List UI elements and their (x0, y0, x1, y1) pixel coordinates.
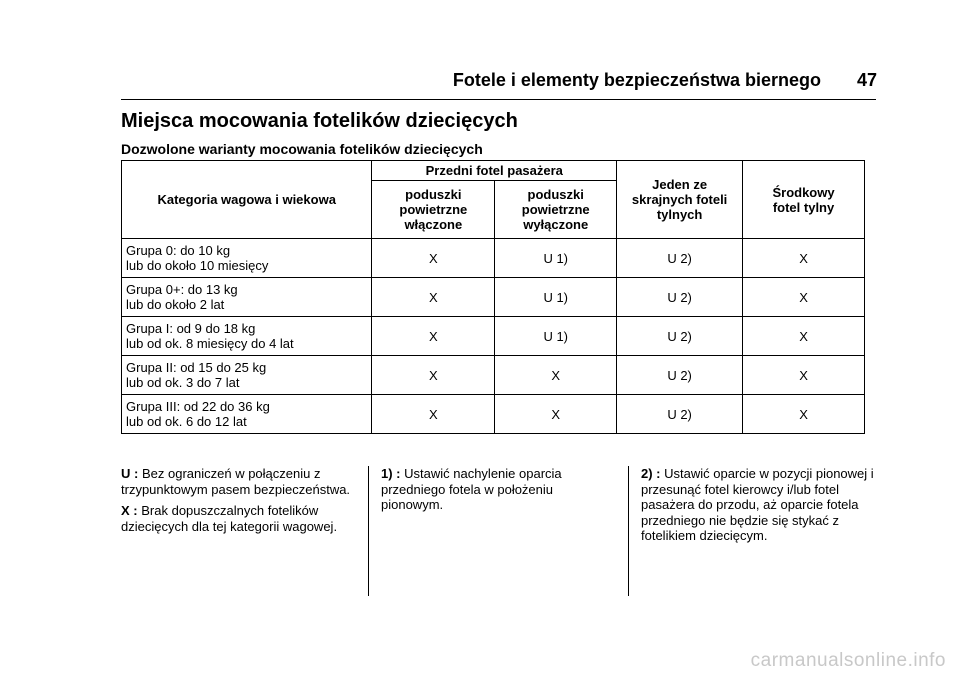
note-u-text: Bez ograniczeń w połączeniu z trzypunktowym pasem bezpieczeństwa. (121, 466, 351, 497)
header-rear-center: Środkowy fotel tylny (743, 161, 865, 239)
legend-notes (121, 466, 357, 540)
rear-center-cell: X (743, 278, 865, 317)
rear-center-cell: X (743, 395, 865, 434)
header-divider (121, 99, 876, 100)
table-row (122, 239, 865, 278)
column-divider (628, 466, 629, 596)
note-u-label: U : (121, 466, 139, 481)
page-heading: Miejsca mocowania fotelików dziecięcych (121, 110, 518, 132)
table-row (122, 395, 865, 434)
table-row (122, 317, 865, 356)
header-airbag-off: poduszki powietrzne wyłączone (495, 181, 617, 239)
category-cell: Grupa 0: do 10 kg lub do około 10 miesięcy (122, 239, 372, 278)
footnote-2-label: 2) : (641, 466, 661, 481)
footnote-1-label: 1) : (381, 466, 401, 481)
rear-center-cell: X (743, 356, 865, 395)
airbag-on-cell: X (372, 356, 495, 395)
category-cell: Grupa 0+: do 13 kg lub do około 2 lat (122, 278, 372, 317)
airbag-off-cell: U 1) (495, 278, 617, 317)
page-number: 47 (856, 70, 877, 90)
rear-outer-cell: U 2) (617, 356, 743, 395)
header-rear-outer: Jeden ze skrajnych foteli tylnych (617, 161, 743, 239)
note-u (121, 466, 357, 497)
category-cell: Grupa I: od 9 do 18 kg lub od ok. 8 miesięcy do 4 lat (122, 317, 372, 356)
rear-outer-cell: U 2) (617, 317, 743, 356)
footnote-2-text: Ustawić oparcie w pozycji pionowej i przesunąć fotel kierowcy i/lub fotel pasażera do przodu, aż oparcie fotela przedniego nie będzie się stykać z fotelikiem dziecięcym. (641, 466, 874, 543)
table-title: Dozwolone warianty mocowania fotelików dziecięcych (121, 141, 483, 157)
category-cell: Grupa II: od 15 do 25 kg lub od ok. 3 do 7 lat (122, 356, 372, 395)
rear-center-cell: X (743, 239, 865, 278)
airbag-on-cell: X (372, 278, 495, 317)
category-cell: Grupa III: od 22 do 36 kg lub od ok. 6 do 12 lat (122, 395, 372, 434)
footnote-1-text: Ustawić nachylenie oparcia przedniego fotela w położeniu pionowym. (381, 466, 562, 512)
rear-outer-cell: U 2) (617, 395, 743, 434)
column-divider (368, 466, 369, 596)
airbag-on-cell: X (372, 395, 495, 434)
note-x-text: Brak dopuszczalnych fotelików dziecięcych dla tej kategorii wagowej. (121, 503, 338, 534)
footnote-2 (641, 466, 877, 550)
table-row (122, 356, 865, 395)
header-airbag-on: poduszki powietrzne włączone (372, 181, 495, 239)
running-header (0, 70, 877, 91)
airbag-on-cell: X (372, 239, 495, 278)
rear-outer-cell: U 2) (617, 239, 743, 278)
airbag-on-cell: X (372, 317, 495, 356)
watermark: carmanualsonline.info (750, 650, 946, 671)
child-seat-table (121, 160, 865, 434)
airbag-off-cell: U 1) (495, 239, 617, 278)
table-row (122, 278, 865, 317)
note-x-label: X : (121, 503, 138, 518)
airbag-off-cell: U 1) (495, 317, 617, 356)
airbag-off-cell: X (495, 356, 617, 395)
section-title: Fotele i elementy bezpieczeństwa biernego (452, 70, 821, 90)
footnote-1 (381, 466, 617, 519)
header-category: Kategoria wagowa i wiekowa (122, 161, 372, 239)
note-x (121, 503, 357, 534)
airbag-off-cell: X (495, 395, 617, 434)
rear-outer-cell: U 2) (617, 278, 743, 317)
rear-center-cell: X (743, 317, 865, 356)
header-front-passenger: Przedni fotel pasażera (372, 161, 617, 181)
